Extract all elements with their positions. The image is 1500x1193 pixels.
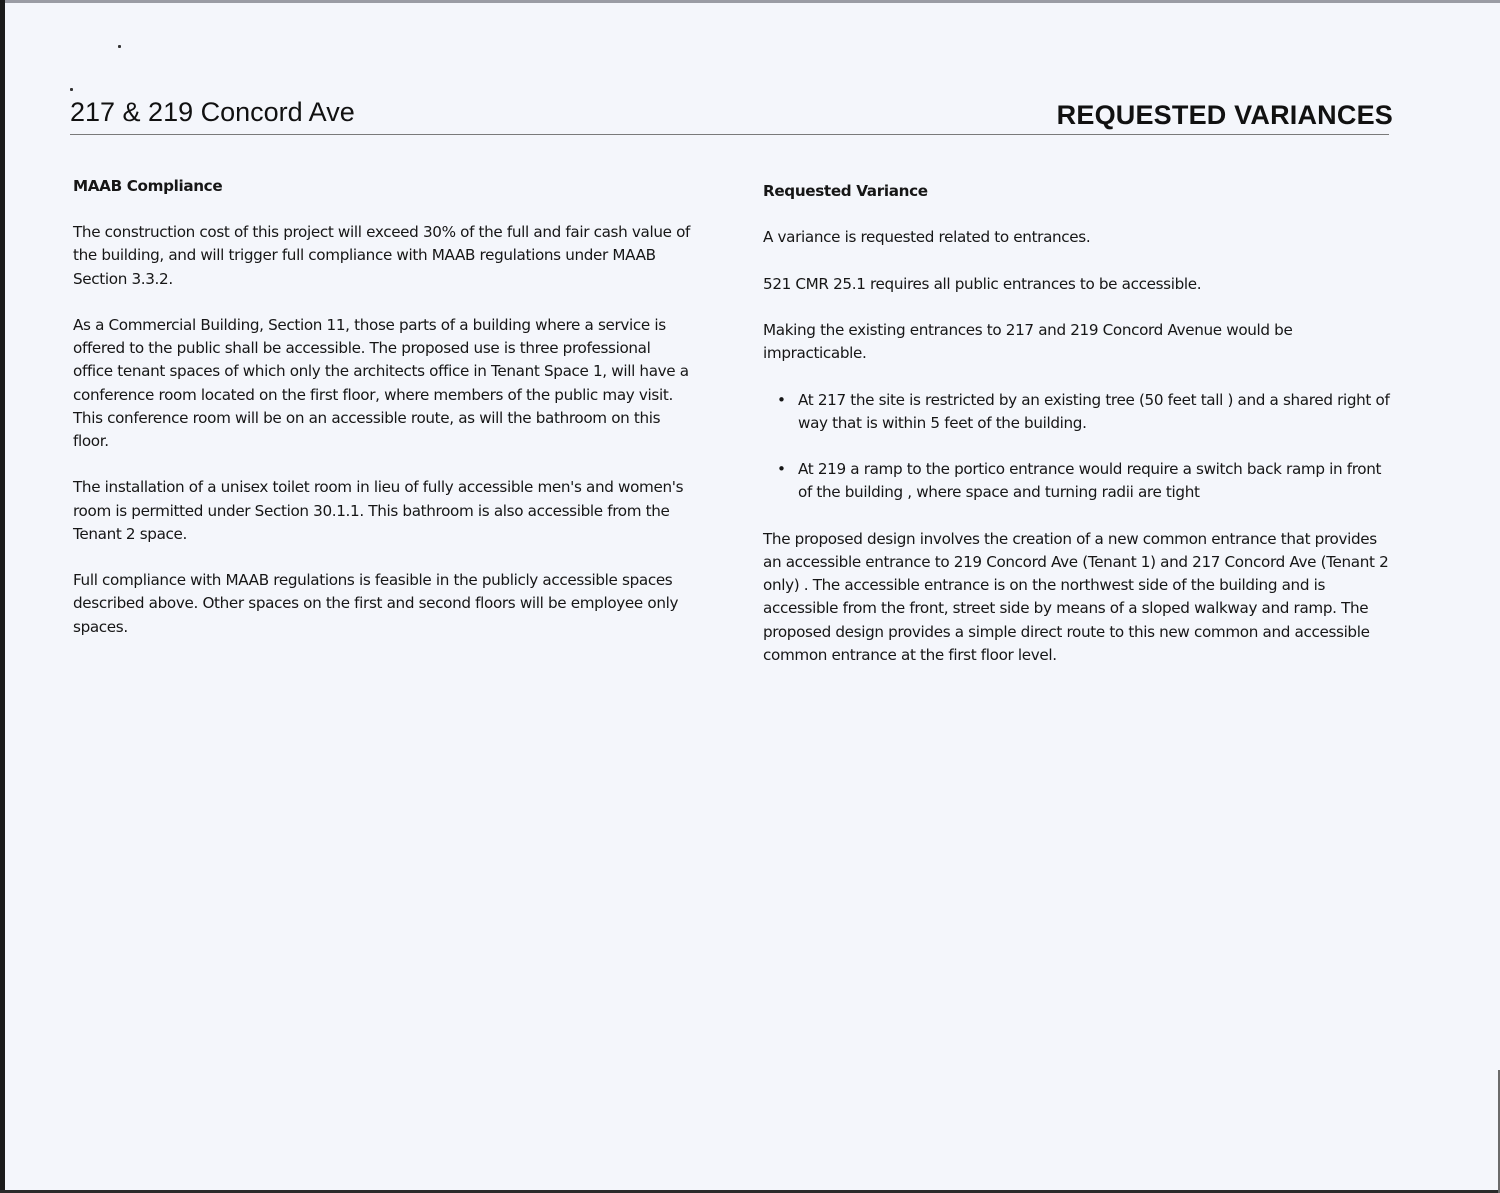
scan-edge-left	[0, 0, 5, 1193]
paragraph-construction-cost: The construction cost of this project will exceed 30% of the full and fair cash value of the building, and will trigger full compliance with MAAB regulations under MAAB Section 3.3.2.	[73, 223, 691, 288]
maab-compliance-column	[73, 175, 693, 662]
document-address-title: 217 & 219 Concord Ave	[70, 97, 355, 127]
list-item-text: At 219 a ramp to the portico entrance would require a switch back ramp in front of the building , where space and turning radii are tight	[798, 460, 1382, 502]
paragraph-full-compliance: Full compliance with MAAB regulations is feasible in the publicly accessible spaces described above. Other spaces on the first and second floors will be employee only spaces.	[73, 571, 679, 636]
maab-compliance-heading: MAAB Compliance	[73, 177, 223, 195]
paragraph-unisex-toilet: The installation of a unisex toilet room in lieu of fully accessible men's and women's room is permitted under Section 30.1.1. This bathroom is also accessible from the Tenant 2 space.	[73, 478, 684, 543]
scan-speck	[70, 88, 73, 91]
bullet-icon: •	[777, 390, 786, 409]
paragraph-proposed-design: The proposed design involves the creation of a new common entrance that provides an accessible entrance to 219 Concord Ave (Tenant 1) and 217 Concord Ave (Tenant 2 only) . The accessible entrance is on the northwest side of the building and is accessible from the front, street side by means of a sloped walkway and ramp. The proposed design provides a simple direct route to this new common and accessible common entrance at the first floor level.	[763, 529, 1389, 664]
document-section-title: REQUESTED VARIANCES	[1056, 100, 1393, 130]
list-item	[777, 389, 1393, 435]
list-item	[777, 458, 1393, 504]
scan-edge-top	[0, 0, 1500, 3]
paragraph-impracticable: Making the existing entrances to 217 and 219 Concord Avenue would be impracticable.	[763, 320, 1293, 363]
bullet-icon: •	[777, 460, 786, 479]
paragraph-variance-request: A variance is requested related to entrances.	[763, 228, 1091, 247]
requested-variance-heading: Requested Variance	[763, 182, 928, 200]
paragraph-cmr-requirement: 521 CMR 25.1 requires all public entrances to be accessible.	[763, 274, 1202, 293]
list-item-text: At 217 the site is restricted by an existing tree (50 feet tall ) and a shared right of way that is within 5 feet of the building.	[798, 390, 1390, 432]
scan-speck	[118, 45, 121, 48]
header-divider	[70, 134, 1389, 135]
paragraph-commercial-building: As a Commercial Building, Section 11, those parts of a building where a service is offered to the public shall be accessible. The proposed use is three professional office tenant spaces of which only the architects office in Tenant Space 1, will have a conference room located on the first floor, where members of the public may visit. This conference room will be on an accessible route, as will the bathroom on this floor.	[73, 316, 689, 451]
requested-variance-column	[763, 180, 1393, 690]
site-constraints-list	[763, 389, 1393, 505]
